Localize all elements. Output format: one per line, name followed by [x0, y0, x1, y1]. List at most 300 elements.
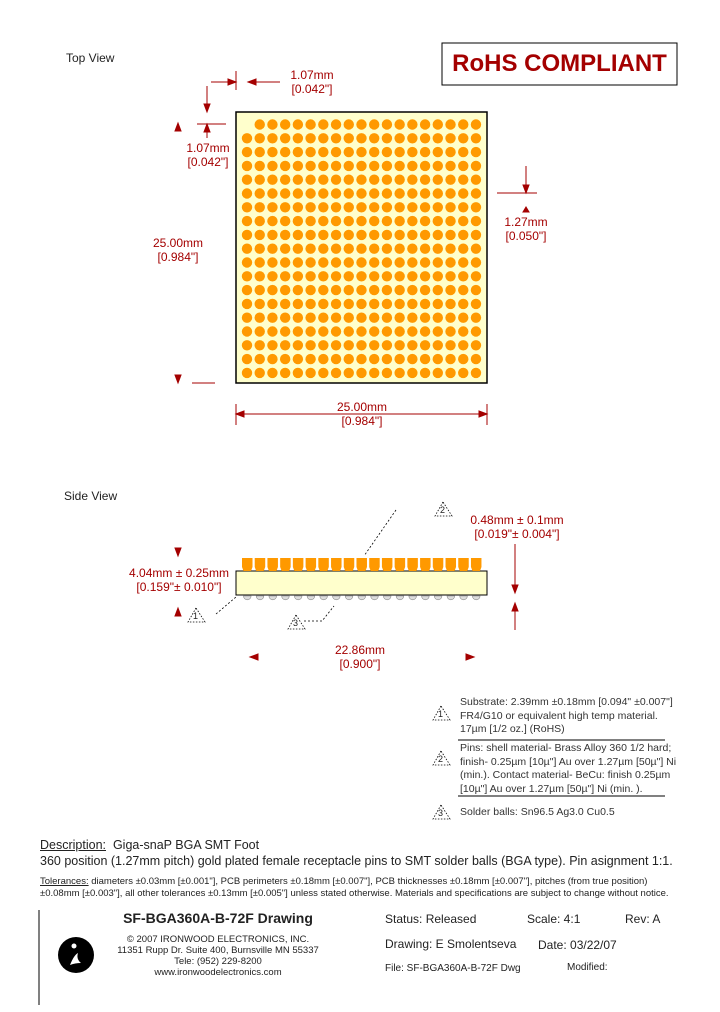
pin	[445, 175, 455, 185]
pin	[344, 188, 354, 198]
pin	[394, 119, 404, 129]
pin	[331, 271, 341, 281]
pin	[445, 244, 455, 254]
side-pin	[407, 558, 418, 571]
pin	[369, 313, 379, 323]
pin	[305, 202, 315, 212]
pin	[293, 340, 303, 350]
pin	[318, 188, 328, 198]
solder-ball	[409, 596, 417, 600]
pin	[382, 119, 392, 129]
pin	[407, 313, 417, 323]
description-label: Description:	[40, 838, 106, 852]
pin	[458, 175, 468, 185]
pin	[420, 354, 430, 364]
pin	[369, 119, 379, 129]
pin	[305, 368, 315, 378]
pin	[331, 257, 341, 267]
pin	[344, 299, 354, 309]
pin	[394, 257, 404, 267]
pin	[471, 202, 481, 212]
solder-ball	[307, 596, 315, 600]
pin	[255, 202, 265, 212]
pin	[293, 326, 303, 336]
note-1	[460, 696, 673, 737]
pin	[356, 133, 366, 143]
pin	[267, 313, 277, 323]
pin	[305, 271, 315, 281]
drawing-author: Drawing: E Smolentseva	[385, 937, 517, 951]
pin	[331, 354, 341, 364]
pin	[382, 340, 392, 350]
pin	[407, 216, 417, 226]
pin	[471, 313, 481, 323]
solder-ball	[345, 596, 353, 600]
pin	[382, 326, 392, 336]
pin	[242, 202, 252, 212]
pin	[420, 299, 430, 309]
pin	[433, 285, 443, 295]
pin	[280, 147, 290, 157]
pin	[267, 244, 277, 254]
pin	[331, 299, 341, 309]
callout-triangles	[188, 502, 452, 819]
pin	[356, 368, 366, 378]
pin	[255, 340, 265, 350]
dim-pitch-in: [0.050"]	[505, 229, 547, 243]
pin	[394, 230, 404, 240]
dim-ball-in: [0.019"± 0.004"]	[474, 527, 560, 541]
pin	[382, 354, 392, 364]
pin	[267, 175, 277, 185]
pin	[369, 175, 379, 185]
pin	[433, 147, 443, 157]
pin	[394, 368, 404, 378]
pin	[433, 299, 443, 309]
pin	[407, 299, 417, 309]
pin	[445, 161, 455, 171]
side-pin	[382, 558, 393, 571]
pin	[471, 175, 481, 185]
pin	[382, 299, 392, 309]
pin	[356, 216, 366, 226]
pin	[458, 257, 468, 267]
pin	[305, 313, 315, 323]
pin	[318, 216, 328, 226]
pin	[356, 271, 366, 281]
callout-3-number: 3	[293, 618, 299, 628]
pin	[242, 230, 252, 240]
revision: Rev: A	[625, 912, 661, 926]
pin	[420, 119, 430, 129]
pin	[471, 368, 481, 378]
pin	[242, 244, 252, 254]
pin	[407, 340, 417, 350]
pin	[458, 133, 468, 143]
pin	[458, 271, 468, 281]
pin	[445, 202, 455, 212]
pin	[356, 299, 366, 309]
pin	[331, 285, 341, 295]
note-1-number: 1	[438, 709, 444, 719]
pin	[280, 313, 290, 323]
modified: Modified:	[567, 962, 608, 973]
pin	[433, 271, 443, 281]
pin	[255, 244, 265, 254]
pin	[280, 133, 290, 143]
pin	[255, 216, 265, 226]
pin	[280, 354, 290, 364]
pin	[242, 133, 252, 143]
note-2	[460, 742, 676, 796]
pin	[458, 340, 468, 350]
pin	[280, 202, 290, 212]
side-view-substrate	[236, 571, 487, 595]
pin	[356, 285, 366, 295]
pin	[369, 257, 379, 267]
pin	[458, 230, 468, 240]
pin	[318, 147, 328, 157]
side-pin	[369, 558, 380, 571]
pin	[433, 257, 443, 267]
pin	[331, 340, 341, 350]
pin	[420, 216, 430, 226]
pin	[293, 368, 303, 378]
pin	[344, 175, 354, 185]
pin	[471, 188, 481, 198]
pin	[382, 244, 392, 254]
pin	[267, 271, 277, 281]
pin	[280, 285, 290, 295]
pin	[267, 230, 277, 240]
dim-left-pitch-in: [0.042"]	[187, 155, 229, 169]
pin	[267, 119, 277, 129]
solder-ball	[447, 596, 455, 600]
pin	[344, 257, 354, 267]
pin	[433, 188, 443, 198]
pin	[255, 257, 265, 267]
pin	[382, 368, 392, 378]
top-view-title: Top View	[66, 51, 115, 65]
pin	[445, 147, 455, 157]
pin	[293, 216, 303, 226]
pin	[394, 147, 404, 157]
side-pin	[356, 558, 367, 571]
solder-ball	[294, 596, 302, 600]
pin	[369, 133, 379, 143]
note-3-number: 3	[438, 808, 444, 818]
pin	[293, 188, 303, 198]
pin	[318, 326, 328, 336]
side-view-title: Side View	[64, 489, 118, 503]
pin	[394, 354, 404, 364]
pin	[433, 244, 443, 254]
pin	[255, 119, 265, 129]
pin	[242, 354, 252, 364]
pin	[356, 340, 366, 350]
pin	[255, 368, 265, 378]
pin	[267, 161, 277, 171]
company-website: www.ironwoodelectronics.com	[154, 967, 282, 978]
pin	[420, 285, 430, 295]
pin	[382, 285, 392, 295]
pin	[458, 188, 468, 198]
note-line: FR4/G10 or equivalent high temp material.	[460, 709, 658, 722]
tolerances	[40, 876, 669, 900]
pin	[267, 133, 277, 143]
solder-ball	[320, 596, 328, 600]
pin	[407, 133, 417, 143]
rohs-label: RoHS COMPLIANT	[452, 50, 667, 77]
side-pin	[267, 558, 278, 571]
pin	[318, 271, 328, 281]
pin	[382, 202, 392, 212]
solder-ball	[460, 596, 468, 600]
pin	[242, 175, 252, 185]
pin	[458, 326, 468, 336]
pin	[255, 133, 265, 143]
pin	[471, 244, 481, 254]
pin	[356, 354, 366, 364]
note-line: [10µ"] Au over 1.27µm [50µ"] Ni (min. ).	[460, 782, 643, 795]
pin	[407, 285, 417, 295]
solder-ball	[244, 596, 252, 600]
pin	[255, 271, 265, 281]
pin	[382, 175, 392, 185]
pin	[420, 147, 430, 157]
pin	[331, 368, 341, 378]
pin	[242, 161, 252, 171]
pin	[369, 285, 379, 295]
pin	[255, 313, 265, 323]
drawing-title: SF-BGA360A-B-72F Drawing	[123, 910, 313, 926]
pin	[420, 257, 430, 267]
pin	[369, 216, 379, 226]
pin	[293, 230, 303, 240]
pin	[369, 326, 379, 336]
pin	[356, 326, 366, 336]
pin	[471, 147, 481, 157]
pin	[356, 119, 366, 129]
pin	[280, 230, 290, 240]
pin	[445, 257, 455, 267]
side-pin	[433, 558, 444, 571]
pin	[394, 188, 404, 198]
pin	[305, 230, 315, 240]
pin	[305, 244, 315, 254]
ironwood-logo	[58, 937, 94, 973]
pin	[445, 230, 455, 240]
pin	[382, 257, 392, 267]
pin	[433, 216, 443, 226]
pin	[293, 133, 303, 143]
pin	[433, 313, 443, 323]
pin	[356, 188, 366, 198]
dim-side-height-in: [0.159"± 0.010"]	[136, 580, 222, 594]
dim-side-height-mm: 4.04mm ± 0.25mm	[129, 566, 229, 580]
side-pin	[446, 558, 457, 571]
file-name: File: SF-BGA360A-B-72F Dwg	[385, 963, 521, 974]
pin	[305, 285, 315, 295]
pin	[471, 230, 481, 240]
pin	[407, 257, 417, 267]
pin	[280, 368, 290, 378]
pin	[420, 133, 430, 143]
pin	[445, 299, 455, 309]
pin	[344, 161, 354, 171]
pin	[331, 188, 341, 198]
company-info	[108, 934, 328, 978]
pin	[356, 244, 366, 254]
pin	[369, 244, 379, 254]
pin	[420, 202, 430, 212]
pin	[394, 271, 404, 281]
solder-ball	[383, 596, 391, 600]
side-pin	[293, 558, 304, 571]
pin	[242, 340, 252, 350]
pin	[471, 161, 481, 171]
pin	[407, 230, 417, 240]
dim-width-in: [0.984"]	[341, 414, 383, 428]
pin	[445, 216, 455, 226]
pin	[356, 230, 366, 240]
pin	[331, 133, 341, 143]
pin	[394, 216, 404, 226]
dim-span-mm: 22.86mm	[334, 643, 386, 657]
pin	[305, 161, 315, 171]
pin	[445, 188, 455, 198]
pin	[255, 326, 265, 336]
pin	[394, 326, 404, 336]
side-pin	[306, 558, 317, 571]
side-pin	[344, 558, 355, 571]
pin	[445, 368, 455, 378]
dim-top-pitch-mm: 1.07mm	[290, 68, 334, 82]
pin	[280, 175, 290, 185]
pin	[445, 119, 455, 129]
pin	[318, 244, 328, 254]
pin	[344, 147, 354, 157]
pin	[471, 271, 481, 281]
callout-2-number: 2	[440, 505, 446, 515]
pin	[331, 147, 341, 157]
pin	[458, 354, 468, 364]
pin	[318, 119, 328, 129]
solder-ball	[269, 596, 277, 600]
status: Status: Released	[385, 912, 477, 926]
pin	[433, 230, 443, 240]
pin	[293, 244, 303, 254]
pin	[344, 216, 354, 226]
pin	[267, 216, 277, 226]
callout-1-number: 1	[193, 611, 199, 621]
pin	[267, 202, 277, 212]
pin	[369, 299, 379, 309]
dim-pitch-mm: 1.27mm	[504, 215, 548, 229]
pin	[356, 313, 366, 323]
pin	[280, 299, 290, 309]
pin	[382, 313, 392, 323]
pin	[267, 326, 277, 336]
pin	[267, 354, 277, 364]
pin	[369, 147, 379, 157]
pin	[331, 161, 341, 171]
note-line: finish- 0.25µm [10µ"] Au over 1.27µm [50µ"] Ni	[460, 755, 677, 768]
pin	[382, 161, 392, 171]
pin	[407, 368, 417, 378]
pin	[458, 119, 468, 129]
pin	[433, 202, 443, 212]
pin	[458, 147, 468, 157]
pin	[331, 326, 341, 336]
pin	[305, 354, 315, 364]
pin	[407, 326, 417, 336]
pin	[369, 354, 379, 364]
side-pin	[255, 558, 266, 571]
pin	[420, 368, 430, 378]
pin	[458, 299, 468, 309]
pin	[242, 271, 252, 281]
pin	[458, 216, 468, 226]
pin	[471, 340, 481, 350]
pin	[369, 188, 379, 198]
pin	[280, 271, 290, 281]
pin	[344, 340, 354, 350]
dim-span-in: [0.900"]	[339, 657, 381, 671]
pin	[242, 188, 252, 198]
pin	[394, 244, 404, 254]
pin	[471, 257, 481, 267]
solder-ball	[422, 596, 430, 600]
pin	[420, 161, 430, 171]
side-pin	[331, 558, 342, 571]
tolerances-label: Tolerances:	[40, 876, 89, 887]
pin	[420, 340, 430, 350]
pin	[356, 175, 366, 185]
pin	[242, 285, 252, 295]
pin	[394, 133, 404, 143]
pin	[433, 340, 443, 350]
company-name: © 2007 IRONWOOD ELECTRONICS, INC.	[126, 934, 310, 945]
pin	[471, 299, 481, 309]
pin	[369, 161, 379, 171]
pin	[305, 216, 315, 226]
scale: Scale: 4:1	[527, 912, 581, 926]
pin	[433, 175, 443, 185]
pin	[344, 285, 354, 295]
pin	[331, 175, 341, 185]
pin	[305, 175, 315, 185]
pin	[420, 175, 430, 185]
pin	[445, 354, 455, 364]
pin	[293, 202, 303, 212]
pin	[420, 230, 430, 240]
side-pin	[458, 558, 469, 571]
dim-width-mm: 25.00mm	[336, 400, 388, 414]
note-line: Pins: shell material- Brass Alloy 360 1/2 hard;	[460, 742, 672, 754]
pin	[407, 202, 417, 212]
pin	[255, 161, 265, 171]
pin	[331, 202, 341, 212]
pin	[382, 271, 392, 281]
pin	[420, 313, 430, 323]
pin	[280, 119, 290, 129]
pin	[433, 161, 443, 171]
pin	[369, 340, 379, 350]
pin	[407, 175, 417, 185]
pin	[369, 368, 379, 378]
pin	[280, 244, 290, 254]
